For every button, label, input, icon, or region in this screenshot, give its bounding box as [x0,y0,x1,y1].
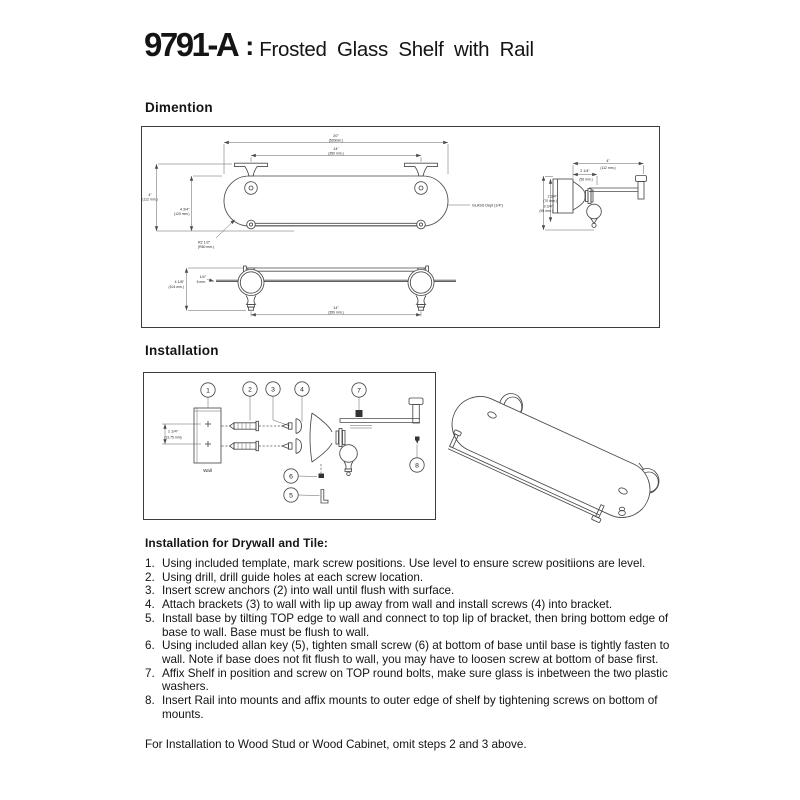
bracket-screw-2 [282,443,292,449]
side-plate-height-mm: (70 mm.) [543,199,557,203]
top-round-bolt [356,410,363,417]
product-code: 9791-A [144,26,238,63]
side-view-drawing [539,159,646,230]
front-post-spacing-in: 14" [333,147,339,151]
hole-spacing-in: 1 1/4" [167,428,179,434]
step-2 [145,571,690,585]
step-number: 4. [145,598,155,612]
dimension-drawing [142,127,659,327]
side-projection-in: 4" [606,158,610,163]
front-corner-radius-mm: (R60 mm.) [198,245,215,249]
front-view-drawing [142,134,503,249]
left-wall-plate-bottom [238,270,264,296]
step-text: Insert Rail into mounts and affix mounts to outer edge of shelf by tightening screws on bottom of mounts. [162,694,658,721]
bottom-depth-mm: (104 mm.) [168,285,184,289]
iso-glass-and-rail [438,387,659,528]
step-text: Insert screw anchors (2) into wall until flush with surface. [162,584,455,598]
side-plate-height-in: 2 3/4" [547,194,557,199]
callout-4: 4 [300,386,304,394]
ball-post-side [587,204,602,219]
side-projection-mm: (112 mm.) [600,166,616,170]
step-7 [145,667,690,694]
callout-8: 8 [415,462,419,470]
glass-depth-label: GLASS Dept (1/4") [472,203,504,208]
step-4 [145,598,690,612]
bottom-post-spacing-mm: (350 mm.) [328,310,344,315]
screw-anchor [230,421,259,430]
rail-post-side [638,182,644,200]
wall-section [194,408,221,473]
front-post-spacing-mm: (350 mm.) [328,151,344,156]
bottom-view-drawing [169,266,456,317]
mount-screw [415,437,420,445]
callout-6: 6 [289,473,293,481]
side-overall-height-in: 3 3/4" [543,204,553,209]
callout-2: 2 [248,386,252,394]
bottom-post-spacing-in: 14" [333,306,339,310]
step-8 [145,694,690,721]
step-number: 1. [145,557,155,570]
right-wall-plate-bottom [408,270,434,296]
side-base-offset-mm: (56 mm.) [579,177,593,182]
side-dimension-lines [544,164,644,231]
screw-anchor-2 [230,441,259,450]
base-trumpet-side [573,182,585,211]
step-text: Attach brackets (3) to wall with lip up away from wall and install screws (4) into bracket. [162,598,613,612]
glass-thickness-in: 1/4" [199,275,206,279]
callout-5: 5 [289,492,293,500]
step-3 [145,584,690,598]
hole-spacing-dimension [162,424,201,444]
assembled-shelf-perspective [428,376,694,528]
right-post-bottom [416,296,426,311]
glass-shelf-front [224,176,448,226]
step-number: 3. [145,584,155,598]
left-post-bottom [246,296,256,311]
front-corner-radius-in: R2 1/2" [198,240,211,245]
wall-bracket-2 [296,439,302,454]
front-overall-height-mm: (112 mm.) [142,197,158,202]
step-number: 7. [145,666,155,680]
wall-bracket [296,419,302,434]
dimension-section-heading: Dimention [145,100,213,115]
step-text: Using included template, mark screw positions. Use level to ensure screw positiions are level. [162,557,646,570]
installation-diagram-frame [143,372,436,520]
step-number: 6. [145,639,155,653]
step-text: Using included allan key (5), tighten small screw (6) at bottom of base until base is tightly fasten to wall. Note if base does not fit flush to wall, you may have to loosen screw at bottom of base first. [162,639,670,666]
bottom-dimension-lines [187,268,422,317]
hole-spacing-mm: (31.75 mm) [164,435,182,440]
rail-mount [409,398,423,423]
front-glass-height-mm: (120 mm.) [174,212,190,216]
wall [194,408,221,463]
glass-shelf-iso [443,387,659,526]
wood-install-footnote: For Installation to Wood Stud or Wood Cabinet, omit steps 2 and 3 above. [145,738,527,752]
callout-7: 7 [357,387,361,395]
step-text: Using drill, drill guide holes at each screw location. [162,570,424,584]
step-6 [145,639,690,666]
step-text: Affix Shelf in position and screw on TOP round bolts, make sure glass is inbetween the two plastic washers. [162,666,668,694]
side-base-offset-in: 2 1/4" [580,169,590,173]
page-title [144,26,534,64]
step-text: Install base by tilting TOP edge to wall and connect to top lip of bracket, then bring bottom edge of base to wall. Base must be flush to wall. [162,611,669,639]
dimension-drawing-frame [141,126,660,328]
wall-label: Wall [203,468,212,473]
left-mount-bracket-front [235,163,268,176]
installation-exploded-diagram [144,373,435,519]
front-overall-height-in: 4" [148,193,152,197]
product-name: Frosted Glass Shelf with Rail [259,38,534,61]
front-glass-height-in: 4 3/4" [179,207,190,212]
base-small-screw [319,464,325,478]
glass-thickness-mm: 6 mm. [196,279,206,284]
instructions-block [145,536,690,751]
step-number: 2. [145,570,155,584]
shelf-arm [340,419,420,429]
callout-numbers [201,382,424,502]
step-number: 8. [145,694,155,708]
front-overall-width-mm: (520mm.) [328,138,344,143]
bottom-depth-in: 4 1/8" [174,280,184,284]
callout-3: 3 [271,386,275,394]
installation-section-heading: Installation [145,343,219,358]
instructions-heading: Installation for Drywall and Tile: [145,536,328,550]
step-number: 5. [145,611,155,625]
left-bolt [245,182,258,195]
step-1 [145,557,690,571]
rail-post-cap-side [636,176,647,182]
exploded-parts [222,398,424,503]
step-5 [145,612,690,639]
callout-1: 1 [206,387,210,395]
screw-position-marks [205,421,211,447]
front-overall-width-in: 20" [333,134,339,138]
ball-post [340,445,358,463]
right-mount-bracket-front [405,163,438,176]
title-separator: : [245,31,255,61]
callout-leader-lines [208,396,417,495]
right-bolt [415,182,428,195]
allan-key [321,490,328,504]
side-overall-height-mm: (95 mm.) [539,209,553,213]
